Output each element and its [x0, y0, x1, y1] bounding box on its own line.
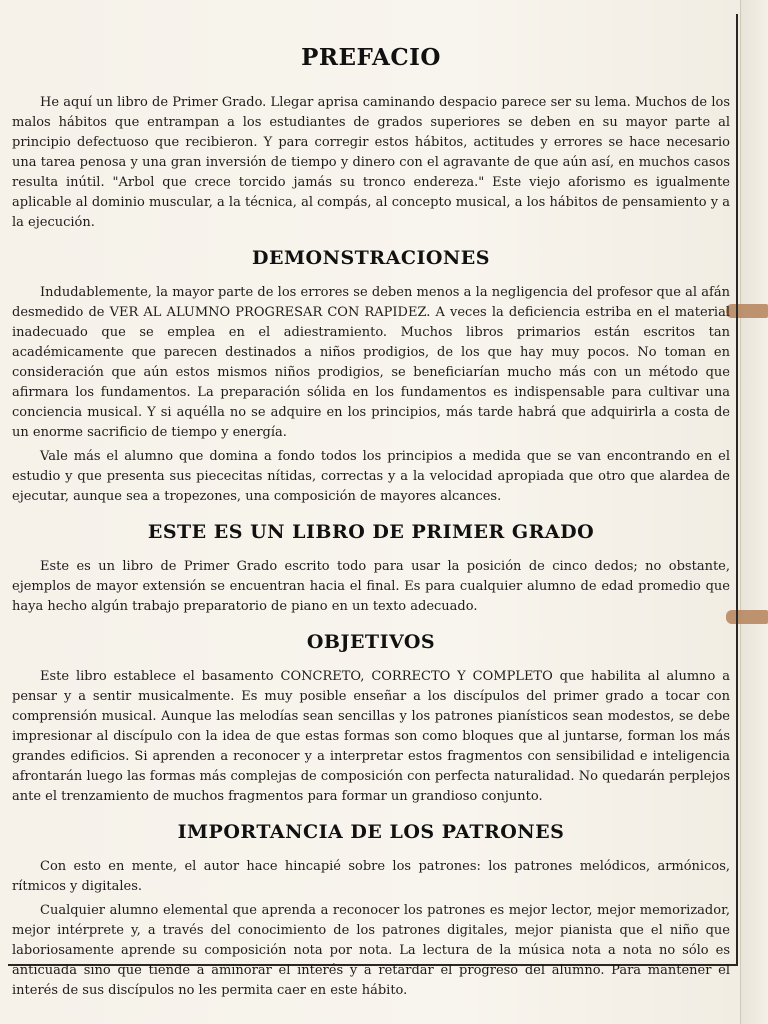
section-demonstraciones — [12, 247, 730, 507]
heading-prefacio: PREFACIO — [301, 44, 441, 71]
paragraph-importancia-2: Cualquier alumno elemental que aprenda a reconocer los patrones es mejor lector, mejor memorizador, mejor intérprete y, a través del conocimiento de los patrones digitales, mejor pianista que el niño que laboriosamente aprende su composición nota por nota. La lectura de la música nota a nota no sólo es anticuada sino que tiende a aminorar el interés y a retardar el progreso del alumno. Para mantener el interés de sus discípulos no les permita caer en este hábito. — [12, 903, 730, 998]
section-libro-primer-grado — [12, 521, 730, 617]
paragraph-importancia-1: Con esto en mente, el autor hace hincapié sobre los patrones: los patrones melódicos, armónicos, rítmicos y digitales. — [12, 859, 730, 894]
page-edge-strip — [740, 0, 768, 1024]
paragraph-prefacio-1: He aquí un libro de Primer Grado. Llegar aprisa caminando despacio parece ser su lema. Muchos de los malos hábitos que entrampan a los estudiantes de grados superiores se deben en su mayor parte al principio defectuoso que recibieron. Y para corregir estos hábitos, actitudes y errores se hace necesario una tarea penosa y una gran inversión de tiempo y dinero con el agravante de que aún así, en muchos casos resulta inútil. "Arbol que crece torcido jamás su tronco endereza." Este viejo aforismo es igualmente aplicable al dominio muscular, a la técnica, al compás, al concepto musical, a los hábitos de pensamiento y a la ejecución. — [12, 95, 730, 230]
heading-libro-primer-grado: ESTE ES UN LIBRO DE PRIMER GRADO — [147, 521, 595, 543]
paragraph-objetivos-1: Este libro establece el basamento CONCRETO, CORRECTO Y COMPLETO que habilita al alumno a pensar y a sentir musicalmente. Es muy posible enseñar a los discípulos del primer grado a tocar con comprensión musical. Aunque las melodías sean sencillas y los patrones pianísticos sean modestos, se debe impresionar al discípulo con la idea de que estas formas son como bloques que al juntarse, forman los más grandes edificios. Si aprenden a reconocer y a interpretar estos fragmentos con sensibilidad e inteligencia afrontarán luego las formas más complejas de composición con perfecta naturalidad. No quedarán perplejos ante el trenzamiento de muchos fragmentos para formar un grandioso conjunto. — [12, 669, 730, 804]
paragraph-demonstraciones-2: Vale más el alumno que domina a fondo todos los principios a medida que se van encontrando en el estudio y que presenta sus piececitas nítidas, correctas y a la velocidad apropiada que otro que alardea de ejecutar, aunque sea a tropezones, una composición de mayores alcances. — [12, 449, 730, 504]
section-prefacio — [12, 44, 730, 233]
heading-importancia: IMPORTANCIA DE LOS PATRONES — [177, 821, 565, 843]
paragraph-libro-1: Este es un libro de Primer Grado escrito todo para usar la posición de cinco dedos; no obstante, ejemplos de mayor extensión se encuentran hacia el final. Es para cualquier alumno de edad promedio que haya hecho algún trabajo preparatorio de piano en un texto adecuado. — [12, 559, 730, 614]
document-body — [12, 40, 730, 1005]
section-objetivos — [12, 631, 730, 807]
paragraph-demonstraciones-1: Indudablemente, la mayor parte de los errores se deben menos a la negligencia del profesor que al afán desmedido de VER AL ALUMNO PROGRESAR CON RAPIDEZ. A veces la deficiencia estriba en el material inadecuado que se emplea en el adiestramiento. Muchos libros primarios están escritos tan académicamente que parecen destinados a niños prodigios, de los que hay muy pocos. No toman en consideración que aún estos mismos niños prodigios, se beneficiarían mucho más con un método que afirmara los fundamentos. La preparación sólida en los fundamentos es indispensable para cultivar una conciencia musical. Y si aquélla no se adquire en los principios, más tarde habrá que adquirirla a costa de un enorme sacrificio de tiempo y energía. — [12, 285, 730, 440]
heading-demonstraciones: DEMONSTRACIONES — [252, 247, 490, 269]
heading-objetivos: OBJETIVOS — [306, 631, 436, 653]
section-importancia — [12, 821, 730, 1001]
